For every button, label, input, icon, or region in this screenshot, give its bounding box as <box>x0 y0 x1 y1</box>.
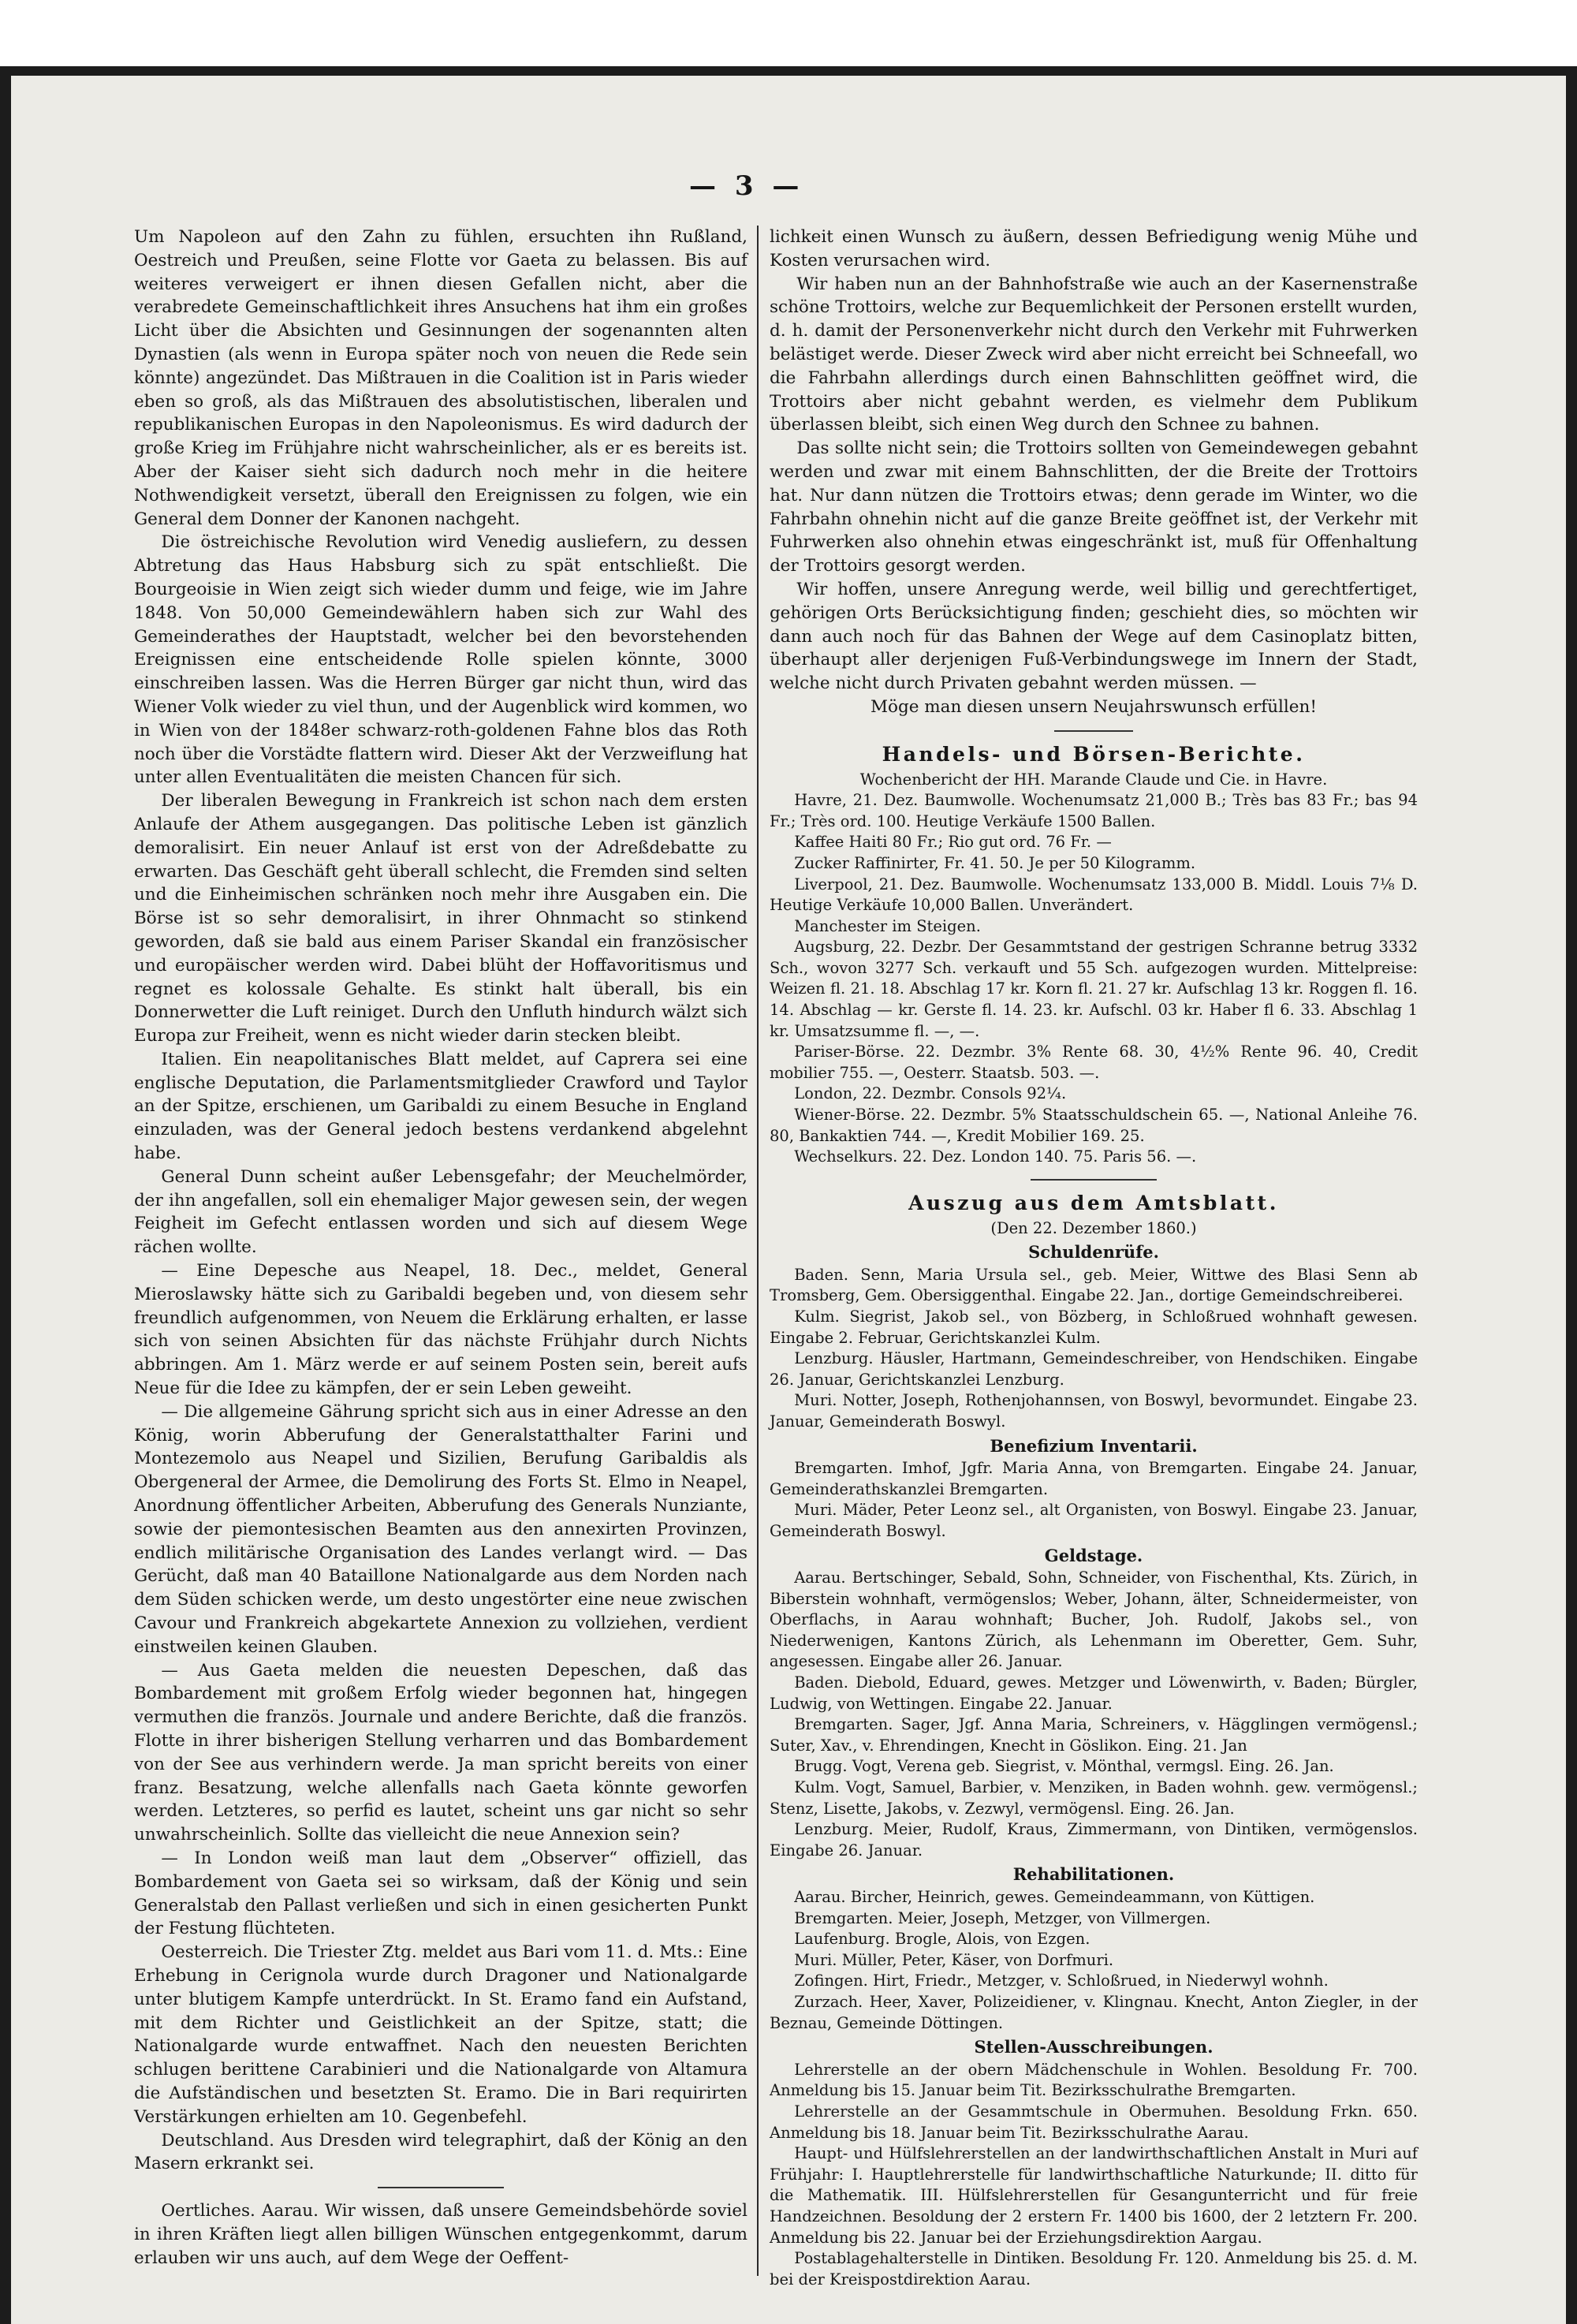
article-paragraph: lichkeit einen Wunsch zu äußern, dessen Befriedigung wenig Mühe und Kosten verursachen wird. <box>770 227 1418 270</box>
article-paragraph: Wir hoffen, unsere Anregung werde, weil billig und gerechtfertiget, gehörigen Orts Berücksichtigung finden; geschieht dies, so möchten wir dann auch noch für das Bahnen der Wege auf dem Casinoplatz bitten, überhaupt aller derjenigen Fuß-Verbindungswege im Innern der Stadt, welche nicht durch Privaten gebahnt werden müssen. — <box>770 579 1418 694</box>
market-report: Pariser-Börse. 22. Dezmbr. 3% Rente 68. 30, 4½% Rente 96. 40, Credit mobilier 755. —, Oesterr. Staatsb. 503. —. <box>770 1043 1418 1082</box>
market-report: London, 22. Dezmbr. Consols 92¼. <box>794 1084 1067 1103</box>
subsection-title: Stellen-Ausschreibungen. <box>974 2037 1214 2057</box>
market-report: Zucker Raffinirter, Fr. 41. 50. Je per 50 Kilogramm. <box>794 853 1196 872</box>
article-paragraph: Oesterreich. Die Triester Ztg. meldet aus Bari vom 11. d. Mts.: Eine Erhebung in Cerignola wurde durch Dragoner und Nationalgarde unter blutigem Kampfe unterdrückt. In St. Eramo fand ein Aufstand, mit dem Richter und Geistlichkeit an der Spitze, statt; die Nationalgarde wurde entwaffnet. Nach den neuesten Berichten schlugen berittene Carabinieri und die Nationalgarde von Altamura die Aufständischen und besetzten St. Eramo. Die in Bari requirirten Verstärkungen erhielten am 10. Gegenbefehl. <box>134 1942 747 2127</box>
market-report: Havre, 21. Dez. Baumwolle. Wochenumsatz 21,000 B.; Très bas 83 Fr.; bas 94 Fr.; Très ord. 100. Heutige Verkäufe 1500 Ballen. <box>770 791 1418 830</box>
notice: Aarau. Bertschinger, Sebald, Sohn, Schneider, von Fischenthal, Kts. Zürich, in Biberstein wohnhaft, vermögenslos; Weber, Johann, älter, Schneidermeister, von Oberflachs, in Aarau wohnhaft; Bucher, Joh. Rudolf, Jakobs sel., von Niederwenigen, Kantons Zürich, als Lehenmann im Oberetter, Gem. Suhr, angesessen. Eingabe aller 26. Januar. <box>770 1569 1418 1671</box>
notice: Baden. Senn, Maria Ursula sel., geb. Meier, Wittwe des Blasi Senn ab Tromsberg, Gem. Obersiggenthal. Eingabe 22. Jan., dortige Gemeindschreiberei. <box>770 1265 1418 1305</box>
notice: Kulm. Vogt, Samuel, Barbier, v. Menziken, in Baden wohnh. gew. vermögensl.; Stenz, Lisette, Jakobs, v. Zezwyl, vermögensl. Eing. 26. Jan. <box>770 1778 1418 1818</box>
notice: Zurzach. Heer, Xaver, Polizeidiener, v. Klingnau. Knecht, Anton Ziegler, in der Beznau, Gemeinde Döttingen. <box>770 1992 1418 2032</box>
notice: Brugg. Vogt, Verena geb. Siegrist, v. Mönthal, vermgsl. Eing. 26. Jan. <box>794 1757 1334 1776</box>
notice: Aarau. Bircher, Heinrich, gewes. Gemeindeammann, von Küttigen. <box>794 1888 1315 1907</box>
market-reports <box>770 770 1418 1168</box>
column-divider <box>757 226 759 2276</box>
article-paragraph: Die östreichische Revolution wird Venedig ausliefern, zu dessen Abtretung das Haus Habsburg sich zu spät entschließt. Die Bourgeoisie in Wien zeigt sich wieder dumm und feige, wie im Jahre 1848. Von 50,000 Gemeindewählern haben sich zur Wahl des Gemeinderathes der Hauptstadt, welcher bei den bevorstehenden Ereignissen eine entscheidende Rolle spielen könnte, 3000 einschreiben lassen. Was die Herren Bürger gar nicht thun, wird das Wiener Volk wieder zu viel thun, und der Augenblick wird kommen, wo in Wien von der 1848er schwarz-roth-goldenen Fahne blos das Roth noch über die Vorstädte flattern wird. Dieser Akt der Verzweiflung hat unter allen Eventualitäten die meisten Chancen für sich. <box>134 532 747 788</box>
section-title: Auszug aus dem Amtsblatt. <box>908 1191 1279 1214</box>
article-paragraph: — Aus Gaeta melden die neuesten Depeschen, daß das Bombardement mit großem Erfolg wieder begonnen hat, hingegen vermuthen die französ. Journale und andere Berichte, daß die französ. Flotte in ihrer bisherigen Stellung verharren und das Bombardement von der See aus verhindern werde. Ja man spricht bereits von einer franz. Besatzung, welche allenfalls nach Gaeta könnte geworfen werden. Letzteres, so perfid es lautet, scheint uns gar nicht so sehr unwahrscheinlich. Sollte das vielleicht die neue Annexion sein? <box>134 1660 747 1845</box>
notice: Zofingen. Hirt, Friedr., Metzger, v. Schloßrued, in Niederwyl wohnh. <box>794 1971 1329 1990</box>
subsection-title: Rehabilitationen. <box>1012 1864 1175 1885</box>
official-notices <box>770 1242 1418 2290</box>
market-report: Kaffee Haiti 80 Fr.; Rio gut ord. 76 Fr. — <box>794 833 1112 852</box>
closing-wish: Möge man diesen unsern Neujahrswunsch erfüllen! <box>870 696 1318 717</box>
notice: Postablagehalterstelle in Dintiken. Besoldung Fr. 120. Anmeldung bis 25. d. M. bei der Kreispostdirektion Aarau. <box>770 2249 1418 2289</box>
notice: Kulm. Siegrist, Jakob sel., von Bözberg, in Schloßrued wohnhaft gewesen. Eingabe 2. Februar, Gerichtskanzlei Kulm. <box>770 1307 1418 1347</box>
market-report: Wiener-Börse. 22. Dezmbr. 5% Staatsschuldschein 65. —, National Anleihe 76. 80, Bankaktien 744. —, Kredit Mobilier 169. 25. <box>770 1106 1418 1145</box>
notice: Laufenburg. Brogle, Alois, von Ezgen. <box>794 1930 1090 1949</box>
article-paragraph: Das sollte nicht sein; die Trottoirs sollten von Gemeindewegen gebahnt werden und zwar mit einem Bahnschlitten, der die Breite der Trottoirs hat. Nur dann nützen die Trottoirs etwas; denn gerade im Winter, wo die Fahrbahn ohnehin nicht auf die ganze Breite geöffnet ist, der Verkehr mit Fuhrwerken also ohnehin etwas eingeschränkt ist, muß für Offenhaltung der Trottoirs gesorgt werden. <box>770 438 1418 576</box>
notice: Lenzburg. Häusler, Hartmann, Gemeindeschreiber, von Hendschiken. Eingabe 26. Januar, Gerichtskanzlei Lenzburg. <box>770 1349 1418 1389</box>
notice: Haupt- und Hülfslehrerstellen an der landwirthschaftlichen Anstalt in Muri auf Frühjahr: I. Hauptlehrerstelle für landwirthschaftliche Naturkunde; II. ditto für die Mathematik. III. Hülfslehrerstellen für Gesangunterricht und für freie Handzeichnen. Besoldung der 2 erstern Fr. 1400 bis 1600, der 2 letztern Fr. 200. Anmeldung bis 22. Januar bei der Erziehungsdirektion Aargau. <box>770 2144 1418 2247</box>
notice: Lenzburg. Meier, Rudolf, Kraus, Zimmermann, von Dintiken, vermögenslos. Eingabe 26. Januar. <box>770 1820 1418 1860</box>
article-paragraph: — Eine Depesche aus Neapel, 18. Dec., meldet, General Mieroslawsky hätte sich zu Garibaldi begeben und, von diesem sehr freundlich aufgenommen, von Neuem die Erklärung erhalten, er lasse sich von seinen Absichten für das nächste Frühjahr durch Nichts abbringen. Am 1. März werde er auf seinem Posten sein, bereit aufs Neue für die Idee zu kämpfen, der er sein Leben geweiht. <box>134 1261 747 1399</box>
subsection-title: Geldstage. <box>1044 1545 1143 1565</box>
article-paragraph: — Die allgemeine Gährung spricht sich aus in einer Adresse an den König, worin Abberufung der Generalstatthalter Farini und Montezemolo aus Neapel und Sizilien, Berufung Garibaldis als Obergeneral der Armee, die Demolirung des Forts St. Elmo in Neapel, Anordnung öffentlicher Arbeiten, Abberufung des Generals Nunziante, sowie der piemontesischen Beamten aus den annexirten Provinzen, endlich militärische Organisation des Landes verlangt wird. — Das Gerücht, daß man 40 Bataillone Nationalgarde aus dem Norden nach dem Süden schicken werde, um desto ungestörter eine neue zwischen Cavour und Frankreich abgekartete Annexion zu vollziehen, verdient einstweilen keinen Glauben. <box>134 1401 747 1657</box>
article-paragraph: Der liberalen Bewegung in Frankreich ist schon nach dem ersten Anlaufe der Athem ausgegangen. Das politische Leben ist gänzlich demoralisirt. Ein neuer Anlauf ist erst von der Adreßdebatte zu erwarten. Das Geschäft geht überall schlecht, die Fremden sind selten und die Einheimischen schränken noch mehr ihre Ausgaben ein. Die Börse ist so sehr demoralisirt, in ihrer Ohnmacht so stinkend geworden, daß sie bald aus einem Pariser Skandal ein französischer und europäischer werden wird. Dabei blüht der Hoffavoritismus und regnet es kolossale Gehalte. Es stinkt halt überall, bis ein Donnerwetter die Luft reiniget. Durch den Unfluth hindurch wälzt sich Europa zur Freiheit, wenn es nicht wieder darin stecken bleibt. <box>134 791 747 1046</box>
notice: Bremgarten. Meier, Joseph, Metzger, von Villmergen. <box>794 1908 1211 1927</box>
market-report: Wechselkurs. 22. Dez. London 140. 75. Paris 56. —. <box>794 1147 1197 1166</box>
newspaper-page <box>11 76 1566 2324</box>
scan-top-margin <box>0 0 1577 66</box>
article-paragraph: Italien. Ein neapolitanisches Blatt meldet, auf Caprera sei eine englische Deputation, die Parlamentsmitglieder Crawford und Taylor an der Spitze, erschienen, um Garibaldi zu einem Besuche in England einzuladen, was der General jedoch bestens verdankend abgelehnt habe. <box>134 1049 747 1164</box>
section-divider <box>1031 1179 1157 1181</box>
notice: Muri. Notter, Joseph, Rothenjohannsen, von Boswyl, bevormundet. Eingabe 23. Januar, Gemeinderath Boswyl. <box>770 1391 1418 1431</box>
notice: Lehrerstelle an der obern Mädchenschule in Wohlen. Besoldung Fr. 700. Anmeldung bis 15. Januar beim Tit. Bezirksschulrathe Bremgarten. <box>770 2060 1418 2100</box>
right-column <box>770 226 1418 2290</box>
section-divider <box>378 2187 504 2188</box>
section-divider <box>1054 730 1133 732</box>
article-paragraph: Oertliches. Aarau. Wir wissen, daß unsere Gemeindsbehörde soviel in ihren Kräften liegt allen billigen Wünschen entgegenkommt, darum erlauben wir uns auch, auf dem Wege der Oeffent- <box>134 2201 747 2268</box>
subsection-title: Schuldenrüfe. <box>1028 1242 1159 1263</box>
page-number: — 3 — <box>689 170 804 202</box>
market-report: Wochenbericht der HH. Marande Claude und Cie. in Havre. <box>859 770 1328 789</box>
article-paragraph: General Dunn scheint außer Lebensgefahr; der Meuchelmörder, der ihn angefallen, soll ein ehemaliger Major gewesen sein, der wegen Feigheit im Gefecht entlassen worden und sich auf diesem Wege rächen wollte. <box>134 1166 747 1258</box>
section-date: (Den 22. Dezember 1860.) <box>990 1218 1197 1237</box>
notice: Bremgarten. Imhof, Jgfr. Maria Anna, von Bremgarten. Eingabe 24. Januar, Gemeinderathskanzlei Bremgarten. <box>770 1459 1418 1498</box>
article-paragraph: Deutschland. Aus Dresden wird telegraphirt, daß der König an den Masern erkrankt sei. <box>134 2130 747 2174</box>
article-paragraph: — In London weiß man laut dem „Observer“ offiziell, das Bombardement von Gaeta sei so wirksam, daß der König und sein Generalstab den Pallast verließen und sich in einen gesicherten Punkt der Festung flüchteten. <box>134 1848 747 1939</box>
market-report: Manchester im Steigen. <box>794 916 981 935</box>
market-report: Augsburg, 22. Dezbr. Der Gesammtstand der gestrigen Schranne betrug 3332 Sch., wovon 3277 Sch. verkauft und 55 Sch. aufgezogen wurden. Mittelpreise: Weizen fl. 21. 18. Abschlag 17 kr. Korn fl. 21. 27 kr. Aufschlag 13 kr. Roggen fl. 16. 14. Abschlag — kr. Gerste fl. 14. 23. kr. Aufschl. 03 kr. Haber fl 6. 33. Abschlag 1 kr. Umsatzsumme fl. —, —. <box>770 938 1418 1040</box>
left-column <box>134 226 747 2270</box>
notice: Lehrerstelle an der Gesammtschule in Obermuhen. Besoldung Frkn. 650. Anmeldung bis 18. Januar beim Tit. Bezirksschulrathe Aarau. <box>770 2102 1418 2142</box>
article-paragraph: Wir haben nun an der Bahnhofstraße wie auch an der Kasernenstraße schöne Trottoirs, welche zur Bequemlichkeit der Personen erstellt wurden, d. h. damit der Personenverkehr nicht durch den Verkehr mit Fuhrwerken belästiget werde. Dieser Zweck wird aber nicht erreicht bei Schneefall, wo die Fahrbahn allerdings durch einen Bahnschlitten geöffnet wird, die Trottoirs aber nicht gebahnt werden, es vielmehr dem Publikum überlassen bleibt, sich einen Weg durch den Schnee zu bahnen. <box>770 274 1418 435</box>
notice: Bremgarten. Sager, Jgf. Anna Maria, Schreiners, v. Hägglingen vermögensl.; Suter, Xav., v. Ehrendingen, Knecht in Göslikon. Eing. 21. Jan <box>770 1715 1418 1755</box>
notice: Muri. Müller, Peter, Käser, von Dorfmuri. <box>794 1950 1114 1969</box>
notice: Muri. Mäder, Peter Leonz sel., alt Organisten, von Boswyl. Eingabe 23. Januar, Gemeinderath Boswyl. <box>770 1501 1418 1540</box>
section-title: Handels- und Börsen-Berichte. <box>882 742 1306 766</box>
article-paragraph: Um Napoleon auf den Zahn zu fühlen, ersuchten ihn Rußland, Oestreich und Preußen, seine Flotte vor Gaeta zu belassen. Bis auf weiteres verweigert er ihnen diesen Gefallen nicht, aber die verabredete Gemeinschaftlichkeit ihres Ansuchens hat ihm ein großes Licht über die Absichten und Gesinnungen der sogenannten alten Dynastien (als wenn in Europa später noch von neuen die Rede sein könnte) angezündet. Das Mißtrauen in die Coalition ist in Paris wieder eben so groß, als das Mißtrauen des absolutistischen, liberalen und republikanischen Europas in den Napoleonismus. Es wird dadurch der große Krieg im Frühjahre nicht wahrscheinlicher, als er es bereits ist. Aber der Kaiser sieht sich dadurch noch mehr in die heitere Nothwendigkeit versetzt, überall den Ereignissen zu folgen, wie ein General dem Donner der Kanonen nachgeht. <box>134 227 747 529</box>
market-report: Liverpool, 21. Dez. Baumwolle. Wochenumsatz 133,000 B. Middl. Louis 7⅛ D. Heutige Verkäufe 10,000 Ballen. Unverändert. <box>770 875 1418 915</box>
subsection-title: Benefizium Inventarii. <box>990 1435 1198 1456</box>
notice: Baden. Diebold, Eduard, gewes. Metzger und Löwenwirth, v. Baden; Bürgler, Ludwig, von Wettingen. Eingabe 22. Januar. <box>770 1673 1418 1713</box>
